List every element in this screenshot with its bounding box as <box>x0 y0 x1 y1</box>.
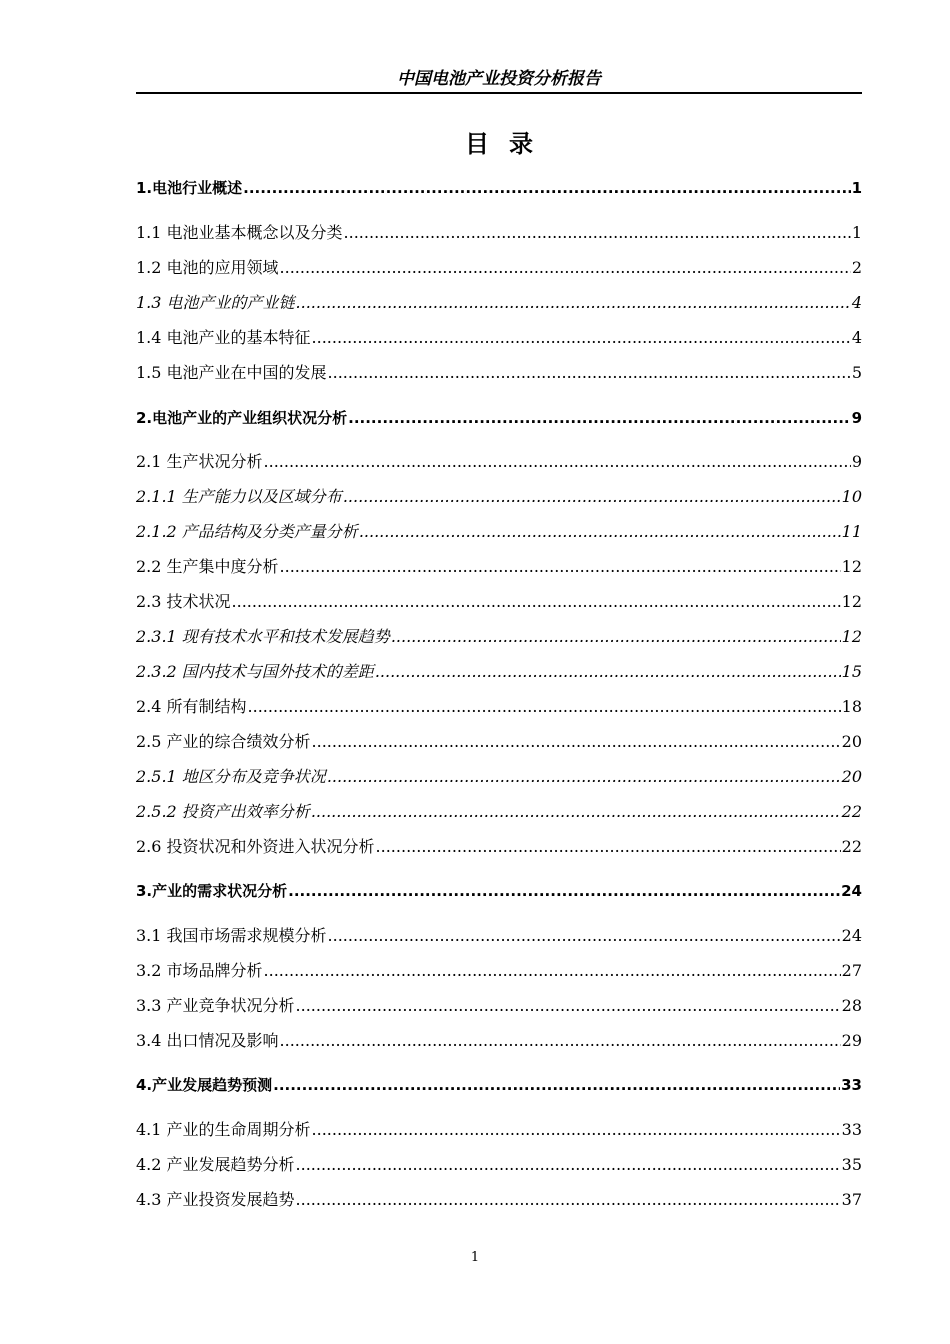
toc-entry-page: 2 <box>851 258 862 277</box>
toc-entry-page: 4 <box>851 293 862 312</box>
toc-leader-dots <box>296 1188 841 1212</box>
toc-entry-label: 3.2 市场品牌分析 <box>136 961 263 980</box>
toc-entry-label: 4.1 产业的生命周期分析 <box>136 1120 311 1139</box>
toc-section-entry[interactable] <box>136 590 862 614</box>
toc-entry-label: 4.产业发展趋势预测 <box>136 1076 273 1094</box>
toc-entry-label: 3.产业的需求状况分析 <box>136 882 288 900</box>
toc-leader-dots <box>391 625 841 649</box>
toc-leader-dots <box>288 879 840 903</box>
toc-entry-label: 3.4 出口情况及影响 <box>136 1031 279 1050</box>
toc-entry-label: 1.电池行业概述 <box>136 179 243 197</box>
toc-subsection-entry[interactable] <box>136 520 862 544</box>
toc-leader-dots <box>296 1153 841 1177</box>
toc-subsection-entry[interactable] <box>136 485 862 509</box>
toc-entry-page: 33 <box>841 1120 862 1139</box>
toc-entry-label: 2.5 产业的综合绩效分析 <box>136 732 311 751</box>
running-header: 中国电池产业投资分析报告 <box>136 64 862 94</box>
toc-entry-page: 15 <box>841 662 862 681</box>
toc-entry-label: 2.2 生产集中度分析 <box>136 557 279 576</box>
toc-leader-dots <box>328 361 851 385</box>
toc-leader-dots <box>243 176 850 200</box>
toc-entry-page: 29 <box>841 1031 862 1050</box>
toc-entry-page: 12 <box>841 627 862 646</box>
toc-entry-label: 2.3 技术状况 <box>136 592 231 611</box>
toc-entry-label: 1.3 电池产业的产业链 <box>136 293 295 312</box>
toc-entry-page: 24 <box>841 926 862 945</box>
page-number: 1 <box>470 1250 480 1265</box>
toc-section-entry[interactable] <box>136 326 862 350</box>
toc-leader-dots <box>328 924 841 948</box>
toc-leader-dots <box>312 1118 841 1142</box>
toc-leader-dots <box>344 221 851 245</box>
toc-leader-dots <box>327 765 841 789</box>
toc-leader-dots <box>312 326 851 350</box>
toc-entry-label: 3.3 产业竞争状况分析 <box>136 996 295 1015</box>
toc-section-entry[interactable] <box>136 450 862 474</box>
toc-entry-label: 2.电池产业的产业组织状况分析 <box>136 409 348 427</box>
toc-leader-dots <box>232 590 841 614</box>
toc-section-entry[interactable] <box>136 1153 862 1177</box>
toc-subsection-entry[interactable] <box>136 291 862 315</box>
toc-section-entry[interactable] <box>136 555 862 579</box>
toc-entry-page: 33 <box>841 1076 862 1094</box>
toc-leader-dots <box>348 406 850 430</box>
toc-entry-label: 2.4 所有制结构 <box>136 697 247 716</box>
toc-section-entry[interactable] <box>136 994 862 1018</box>
toc-entry-page: 20 <box>841 767 862 786</box>
toc-chapter-entry[interactable] <box>136 879 862 903</box>
toc-leader-dots <box>343 485 841 509</box>
toc-chapter-entry[interactable] <box>136 176 862 200</box>
toc-entry-page: 10 <box>841 487 862 506</box>
toc-section-entry[interactable] <box>136 959 862 983</box>
toc-subsection-entry[interactable] <box>136 625 862 649</box>
toc-entry-page: 27 <box>841 961 862 980</box>
toc-entry-page: 11 <box>841 522 862 541</box>
toc-section-entry[interactable] <box>136 221 862 245</box>
toc-entry-label: 2.5.1 地区分布及竞争状况 <box>136 767 326 786</box>
toc-chapter-entry[interactable] <box>136 1073 862 1097</box>
toc-entry-page: 1 <box>851 179 862 197</box>
toc-entry-page: 4 <box>851 328 862 347</box>
toc-leader-dots <box>273 1073 840 1097</box>
toc-entry-page: 12 <box>841 557 862 576</box>
toc-subsection-entry[interactable] <box>136 660 862 684</box>
toc-entry-label: 1.1 电池业基本概念以及分类 <box>136 223 343 242</box>
toc-leader-dots <box>359 520 841 544</box>
toc-entry-page: 37 <box>841 1190 862 1209</box>
toc-heading: 目录 <box>465 130 553 158</box>
toc-leader-dots <box>296 291 851 315</box>
toc-entry-label: 2.3.2 国内技术与国外技术的差距 <box>136 662 374 681</box>
toc-leader-dots <box>376 835 841 859</box>
toc-entry-page: 28 <box>841 996 862 1015</box>
toc-entry-label: 4.3 产业投资发展趋势 <box>136 1190 295 1209</box>
toc-entry-label: 2.1 生产状况分析 <box>136 452 263 471</box>
toc-subsection-entry[interactable] <box>136 765 862 789</box>
toc-entry-page: 9 <box>851 452 862 471</box>
toc-subsection-entry[interactable] <box>136 800 862 824</box>
toc-entry-label: 1.5 电池产业在中国的发展 <box>136 363 327 382</box>
toc-leader-dots <box>296 994 841 1018</box>
toc-entry-page: 5 <box>851 363 862 382</box>
toc-entry-page: 20 <box>841 732 862 751</box>
toc-leader-dots <box>375 660 841 684</box>
toc-entry-label: 2.5.2 投资产出效率分析 <box>136 802 310 821</box>
toc-section-entry[interactable] <box>136 256 862 280</box>
toc-entry-label: 4.2 产业发展趋势分析 <box>136 1155 295 1174</box>
toc-chapter-entry[interactable] <box>136 406 862 430</box>
toc-entry-label: 2.1.2 产品结构及分类产量分析 <box>136 522 358 541</box>
toc-entry-label: 1.2 电池的应用领域 <box>136 258 279 277</box>
toc-leader-dots <box>280 1029 841 1053</box>
toc-section-entry[interactable] <box>136 924 862 948</box>
toc-leader-dots <box>264 450 851 474</box>
toc-entry-label: 3.1 我国市场需求规模分析 <box>136 926 327 945</box>
toc-leader-dots <box>312 730 841 754</box>
toc-leader-dots <box>264 959 841 983</box>
toc-entry-label: 1.4 电池产业的基本特征 <box>136 328 311 347</box>
toc-leader-dots <box>280 555 841 579</box>
toc-leader-dots <box>280 256 851 280</box>
toc-entry-label: 2.1.1 生产能力以及区域分布 <box>136 487 342 506</box>
toc-leader-dots <box>311 800 841 824</box>
toc-entry-label: 2.3.1 现有技术水平和技术发展趋势 <box>136 627 390 646</box>
toc-entry-page: 22 <box>841 802 862 821</box>
toc-entry-page: 22 <box>841 837 862 856</box>
toc-entry-page: 35 <box>841 1155 862 1174</box>
toc-section-entry[interactable] <box>136 361 862 385</box>
toc-section-entry[interactable] <box>136 835 862 859</box>
toc-entry-page: 1 <box>851 223 862 242</box>
toc-entry-page: 24 <box>841 882 862 900</box>
toc-section-entry[interactable] <box>136 1188 862 1212</box>
toc-entry-page: 18 <box>841 697 862 716</box>
toc-entry-page: 9 <box>851 409 862 427</box>
toc-section-entry[interactable] <box>136 695 862 719</box>
toc-section-entry[interactable] <box>136 1029 862 1053</box>
toc-leader-dots <box>248 695 841 719</box>
toc-section-entry[interactable] <box>136 1118 862 1142</box>
toc-entry-label: 2.6 投资状况和外资进入状况分析 <box>136 837 375 856</box>
toc-section-entry[interactable] <box>136 730 862 754</box>
toc-entry-page: 12 <box>841 592 862 611</box>
